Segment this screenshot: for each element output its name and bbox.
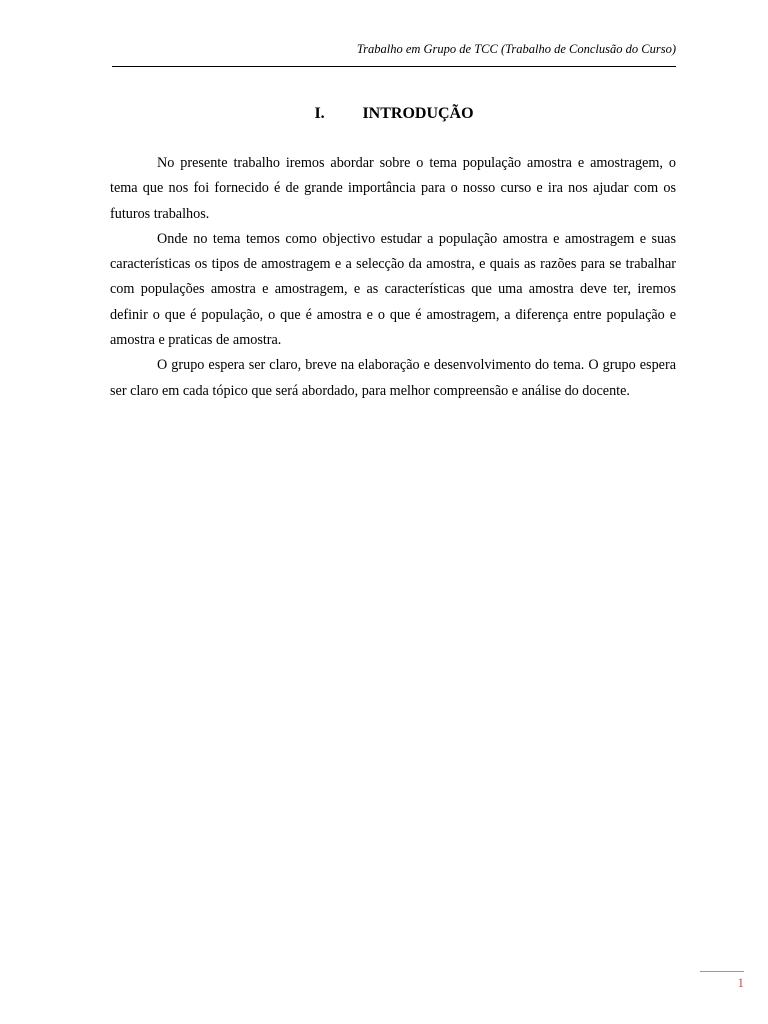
section-heading <box>112 103 676 125</box>
paragraph-2: Onde no tema temos como objectivo estudar a população amostra e amostragem e suas características os tipos de amostragem e a selecção da amostra, e quais as razões para se trabalhar com populações amostra e amostragem, e as características que uma amostra deve ter, iremos definir o que é população, o que é amostra e o que é amostragem, a diferença entre população e amostra e praticas de amostra. <box>110 230 676 349</box>
running-header: Trabalho em Grupo de TCC (Trabalho de Conclusão do Curso) <box>356 42 676 56</box>
section-number: I. <box>314 105 325 122</box>
footer-divider <box>700 971 744 972</box>
section-title: INTRODUÇÃO <box>362 105 474 122</box>
page-number: 1 <box>737 975 744 990</box>
body-text <box>110 151 676 404</box>
paragraph-1: No presente trabalho iremos abordar sobre o tema população amostra e amostragem, o tema que nos foi fornecido é de grande importância para o nosso curso e ira nos ajudar com os futuros trabalhos. <box>110 155 676 222</box>
paragraph-3: O grupo espera ser claro, breve na elaboração e desenvolvimento do tema. O grupo espera ser claro em cada tópico que será abordado, para melhor compreensão e análise do docente. <box>110 357 676 399</box>
header-divider <box>112 66 676 67</box>
